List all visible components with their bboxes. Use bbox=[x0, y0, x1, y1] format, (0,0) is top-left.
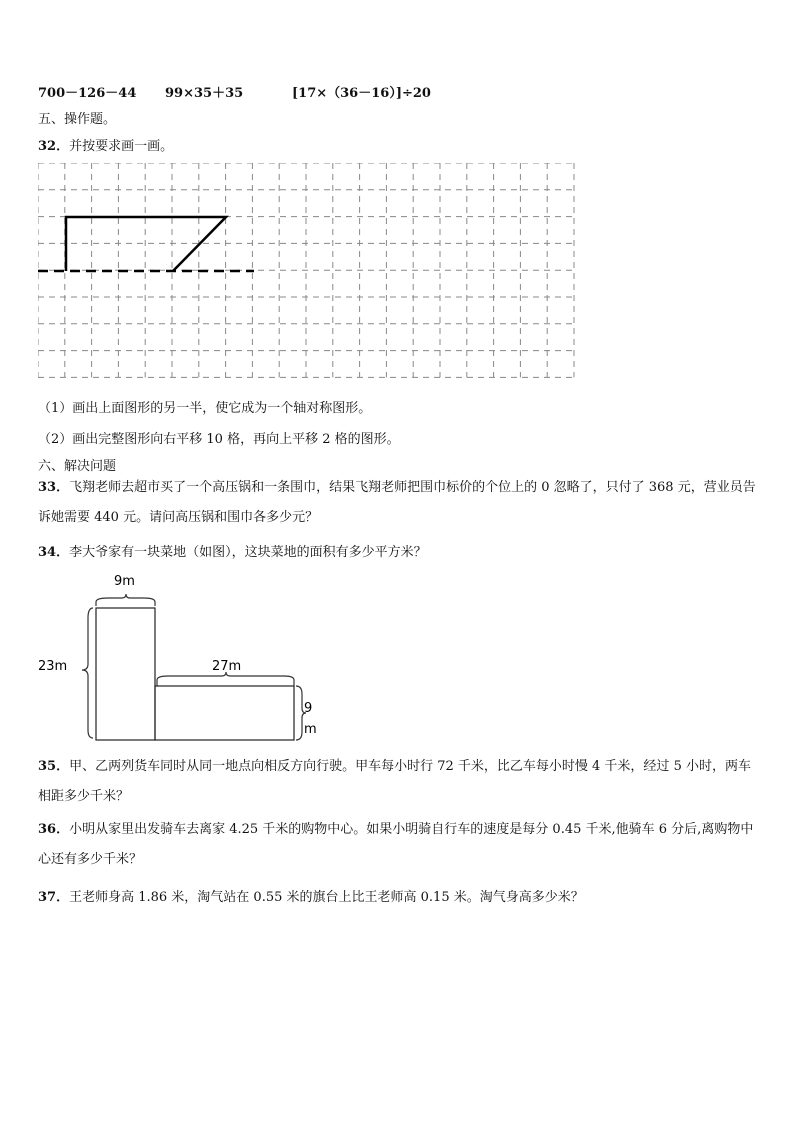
question-36 bbox=[38, 815, 756, 875]
question-35-number: 35． bbox=[38, 759, 70, 774]
question-37-number: 37． bbox=[38, 890, 70, 905]
question-33-text: 飞翔老师去超市买了一个高压锅和一条围巾，结果飞翔老师把围巾标价的个位上的 0 忽略了，只付了 368 元，营业员告诉她需要 440 元。请问高压锅和围巾各多少元？ bbox=[38, 480, 756, 525]
question-37 bbox=[38, 886, 584, 905]
question-36-number: 36． bbox=[38, 822, 70, 837]
brace-left bbox=[82, 608, 93, 738]
section-5-title: 五、操作题。 bbox=[38, 112, 117, 127]
question-34 bbox=[38, 541, 427, 560]
question-35-text: 甲、乙两列货车同时从同一地点向相反方向行驶。甲车每小时行 72 千米，比乙车每小时慢 4 千米，经过 5 小时，两车相距多少千米？ bbox=[38, 759, 751, 804]
expression-3: [17×（36－16）]÷20 bbox=[292, 86, 431, 101]
brace-top bbox=[96, 594, 155, 606]
expression-2: 99×35＋35 bbox=[165, 86, 244, 101]
grid-diagram bbox=[38, 163, 576, 383]
question-32-number: 32． bbox=[38, 139, 70, 154]
tall-rectangle bbox=[96, 608, 155, 740]
question-34-text: 李大爷家有一块菜地（如图），这块菜地的面积有多少平方米？ bbox=[69, 545, 427, 560]
label-left-23m: 23m bbox=[38, 659, 68, 674]
field-diagram bbox=[38, 568, 338, 748]
question-32-sub1: （1）画出上面图形的另一半，使它成为一个轴对称图形。 bbox=[38, 401, 372, 416]
section-6-title: 六、解决问题 bbox=[38, 459, 117, 474]
brace-mid bbox=[157, 672, 294, 686]
question-33 bbox=[38, 473, 756, 533]
question-32-text: 并按要求画一画。 bbox=[69, 139, 174, 154]
question-33-number: 33． bbox=[38, 480, 70, 495]
wide-rectangle bbox=[155, 686, 294, 740]
label-right-9: 9 bbox=[304, 701, 313, 716]
label-mid-27m: 27m bbox=[212, 659, 242, 674]
question-32-sub2: （2）画出完整图形向右平移 10 格，再向上平移 2 格的图形。 bbox=[38, 432, 400, 447]
label-right-m: m bbox=[304, 722, 317, 737]
question-34-number: 34． bbox=[38, 545, 70, 560]
question-37-text: 王老师身高 1.86 米，淘气站在 0.55 米的旗台上比王老师高 0.15 米。淘气身高多少米？ bbox=[69, 890, 584, 905]
expression-1: 700－126－44 bbox=[38, 86, 137, 101]
question-35 bbox=[38, 752, 756, 812]
half-shape bbox=[66, 217, 226, 271]
question-32 bbox=[38, 135, 173, 154]
question-36-text: 小明从家里出发骑车去离家 4.25 千米的购物中心。如果小明骑自行车的速度是每分 0.45 千米,他骑车 6 分后,离购物中心还有多少千米？ bbox=[38, 822, 754, 867]
label-top-9m: 9m bbox=[114, 574, 135, 589]
